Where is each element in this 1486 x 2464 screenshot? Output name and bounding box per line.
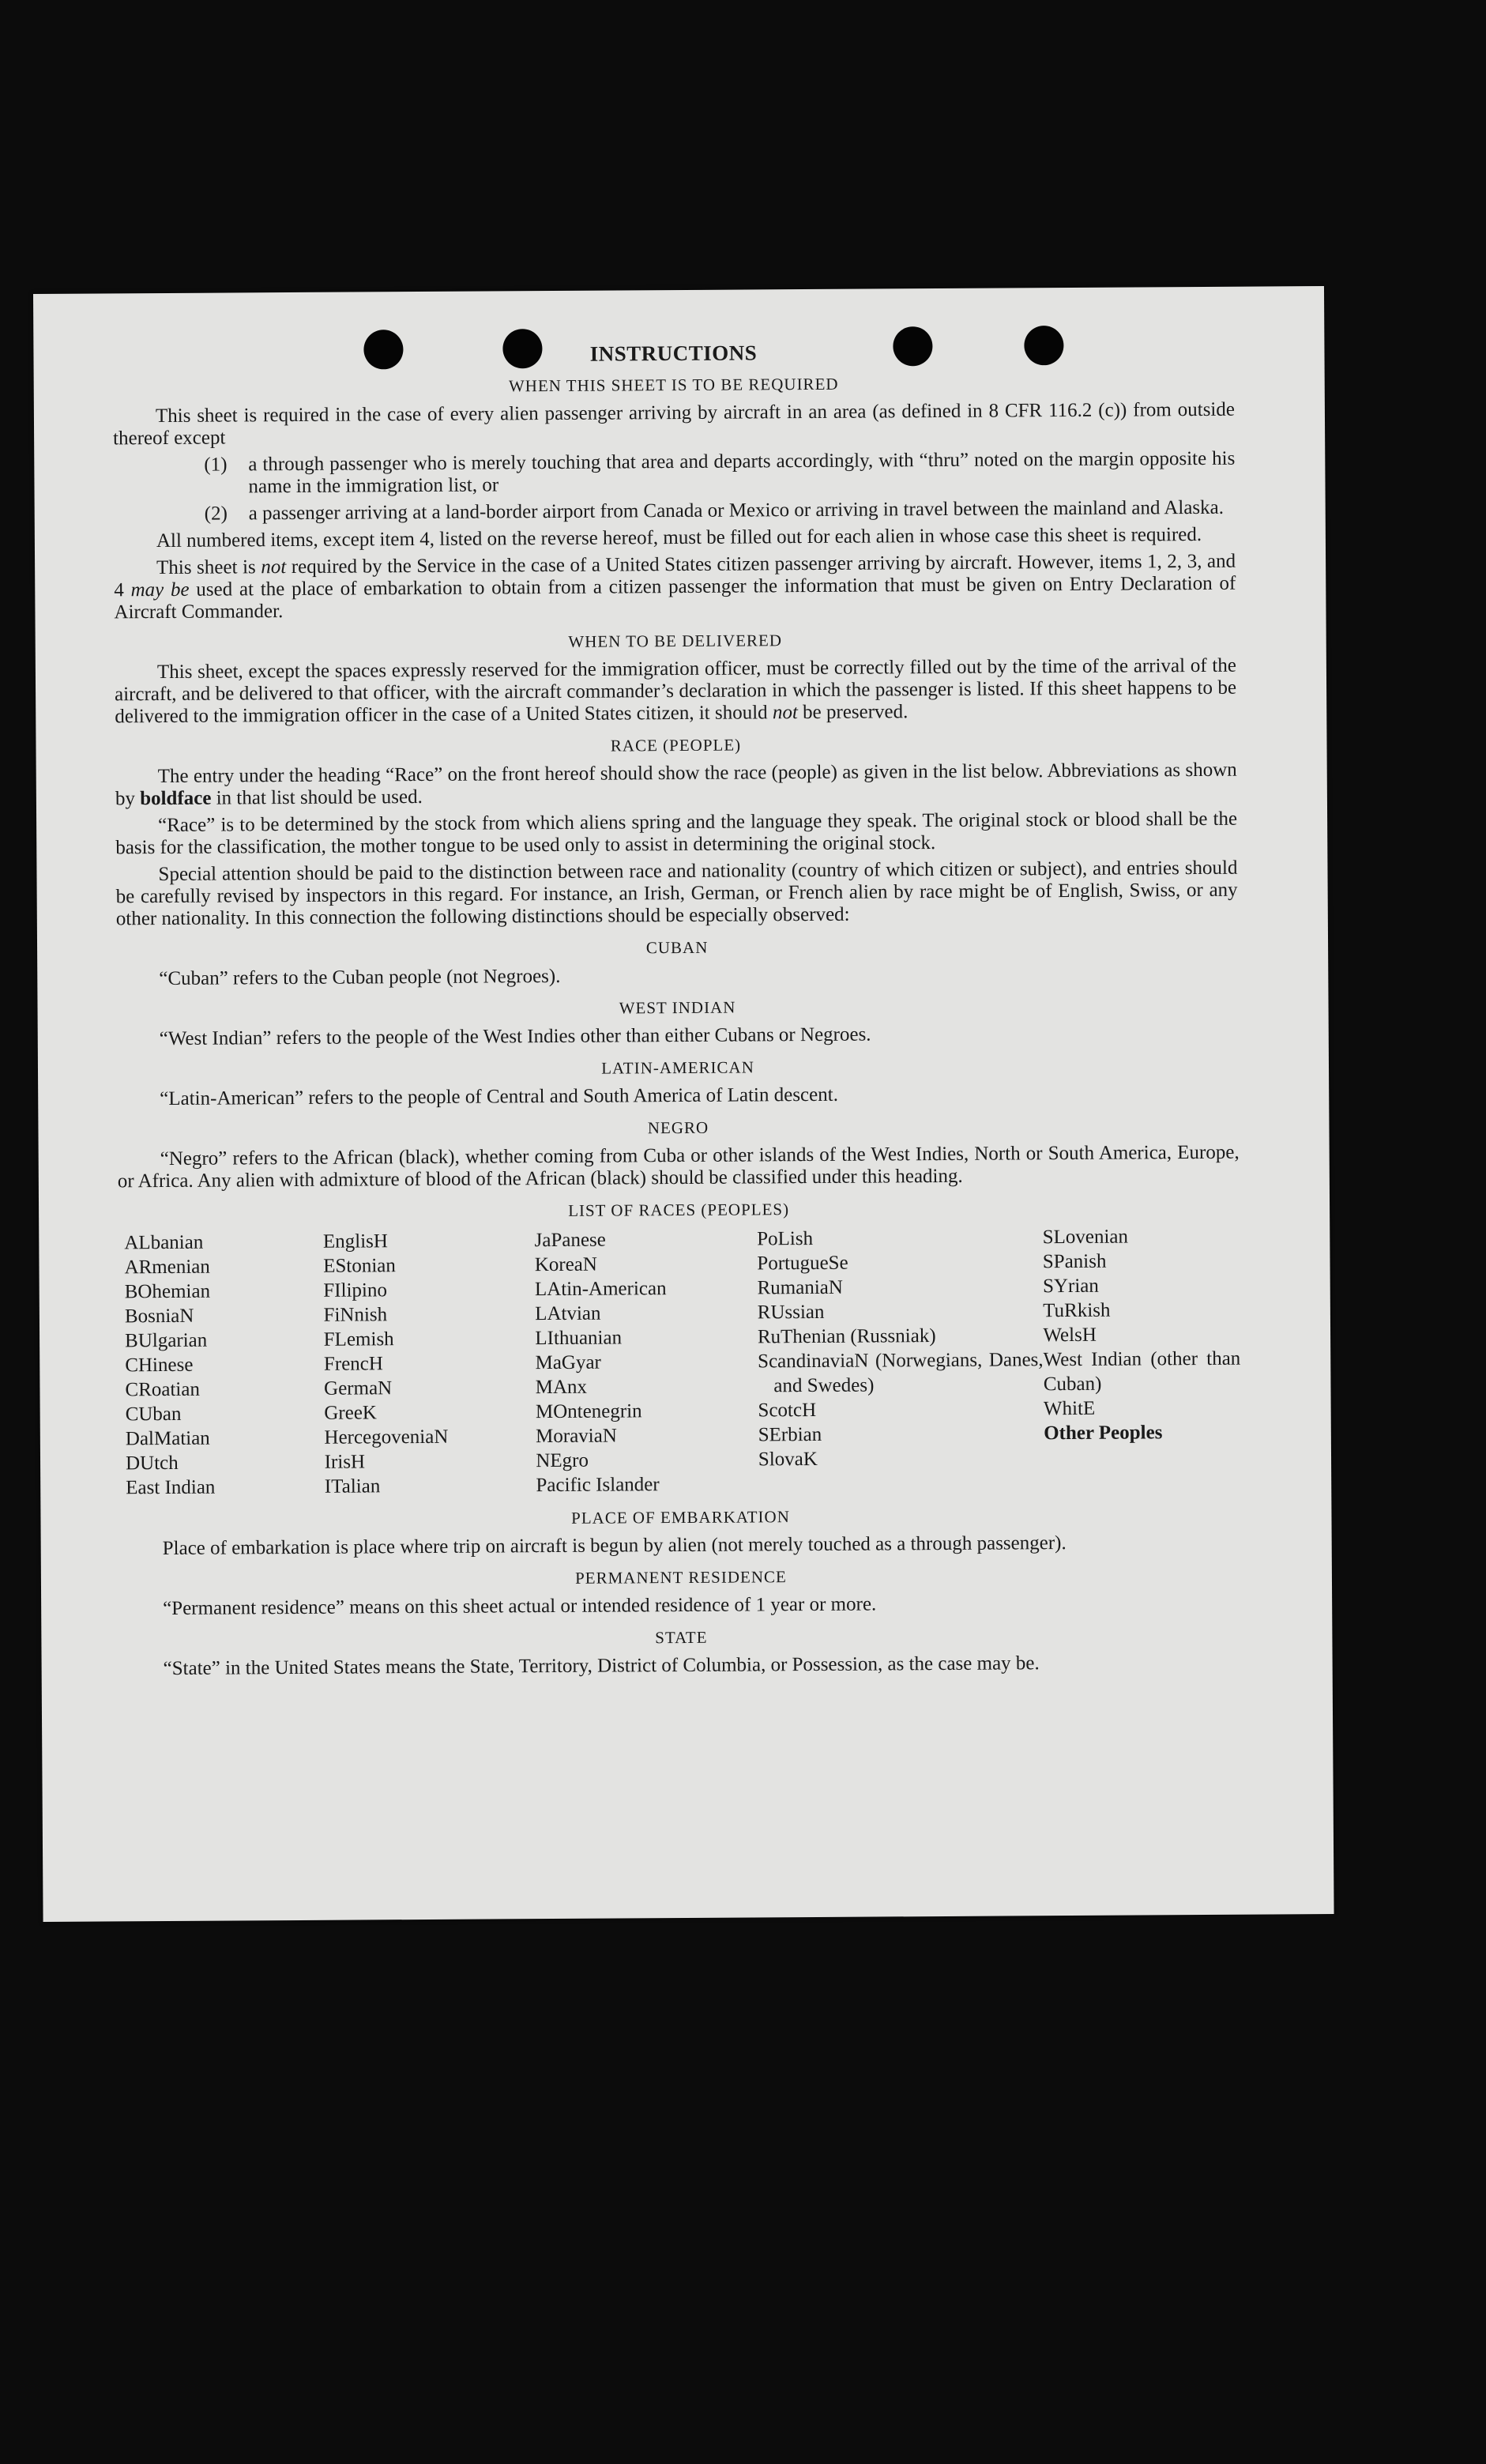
race-item: FrencH <box>323 1353 383 1375</box>
section-heading-cuban: CUBAN <box>645 937 709 958</box>
race-item: MAnx <box>535 1376 588 1399</box>
race-item: KoreaN <box>534 1253 598 1276</box>
race-item: DUtch <box>125 1452 179 1475</box>
race-item: RuThenian (Russniak) <box>757 1325 936 1348</box>
paragraph: All numbered items, except item 4, listed on the reverse hereof, must be filled out for each alien in whose case this sheet is required. <box>156 523 1202 552</box>
race-item: ARmenian <box>124 1256 210 1279</box>
race-item: HercegoveniaN <box>324 1426 449 1449</box>
paragraph: This sheet, except the spaces expressly reserved for the immigration officer, must be correctly filled out by the time of the arrival of the aircraft, and be delivered to that officer, with the aircraft commander’s declaration in which the passenger is listed. If this sheet happens to be delivered to the immigration officer in the case of a United States citizen, it should not be preserved. <box>115 654 1237 728</box>
race-item: GreeK <box>324 1402 378 1424</box>
race-item: RUssian <box>757 1301 825 1324</box>
paragraph: “Negro” refers to the African (black), whether coming from Cuba or other islands of the West Indies, North or South America, Europe, or Africa. Any alien with admixture of blood of the African (black) should be classified under this heading. <box>117 1141 1240 1192</box>
item-number: (1) <box>204 454 228 476</box>
item-text: a through passenger who is merely touching that area and departs accordingly, with “thru” noted on the margin opposite his name in the immigration list, or <box>248 447 1236 498</box>
race-item: EStonian <box>323 1255 396 1277</box>
race-item: DalMatian <box>125 1427 210 1450</box>
race-item: CHinese <box>125 1354 194 1377</box>
race-item: ALbanian <box>124 1231 204 1254</box>
race-item: BOhemian <box>124 1280 211 1303</box>
race-item: NEgro <box>536 1449 589 1472</box>
race-item: SYrian <box>1042 1275 1099 1298</box>
paragraph: This sheet is required in the case of every alien passenger arriving by aircraft in an area (as defined in 8 CFR 116.2 (c)) from outside thereof except <box>113 398 1236 450</box>
paragraph: “West Indian” refers to the people of the West Indies other than either Cubans or Negroes. <box>159 1023 871 1050</box>
section-heading-place-of-embarkation: PLACE OF EMBARKATION <box>571 1507 790 1528</box>
paragraph: “Latin-American” refers to the people of Central and South America of Latin descent. <box>160 1083 838 1110</box>
race-item: ITalian <box>324 1475 381 1498</box>
section-heading-list-of-races: LIST OF RACES (PEOPLES) <box>568 1200 790 1220</box>
sheet-content <box>112 339 1242 1686</box>
race-item: BUlgarian <box>125 1329 208 1352</box>
race-item: TuRkish <box>1043 1299 1111 1322</box>
race-item: IrisH <box>324 1451 366 1473</box>
race-item: LAtin-American <box>534 1278 667 1301</box>
race-item: West Indian (other than Cuban) <box>1043 1347 1241 1396</box>
item-text: a passenger arriving at a land-border airport from Canada or Mexico or arriving in travel between the mainland and Alaska. <box>248 496 1225 525</box>
race-item: SPanish <box>1042 1250 1107 1273</box>
race-column <box>124 1230 325 1501</box>
race-item-other-peoples: Other Peoples <box>1044 1422 1163 1445</box>
race-item: East Indian <box>126 1476 216 1499</box>
section-heading-west-indian: WEST INDIAN <box>619 997 736 1018</box>
race-item: WhitE <box>1043 1397 1096 1420</box>
race-item: PoLish <box>757 1227 814 1250</box>
race-item: ScandinaviaN (Norwegians, Danes, and Swedes) <box>758 1349 1044 1397</box>
race-item: PortugueSe <box>757 1252 848 1275</box>
section-heading-permanent-residence: PERMANENT RESIDENCE <box>575 1567 787 1588</box>
race-item: FLemish <box>323 1328 394 1351</box>
section-heading-latin-american: LATIN-AMERICAN <box>601 1057 754 1078</box>
race-item: ScotcH <box>758 1399 817 1422</box>
paragraph: “Race” is to be determined by the stock from which aliens spring and the language they speak. The original stock or blood shall be the basis for the classification, the mother tongue to be used only to assist in determining the original stock. <box>115 808 1238 859</box>
paragraph: “Permanent residence” means on this sheet actual or intended residence of 1 year or more. <box>163 1593 877 1620</box>
race-item: FiNnish <box>323 1304 388 1326</box>
page-title: INSTRUCTIONS <box>589 341 758 366</box>
race-item: EnglisH <box>322 1230 389 1253</box>
paragraph: “State” in the United States means the State, Territory, District of Columbia, or Possession, as the case may be. <box>163 1652 1040 1680</box>
paragraph: Special attention should be paid to the distinction between race and nationality (country of which citizen or subject), and entries should be carefully revised by inspectors in this regard. For instance, an Irish, German, or French alien by race might be of English, Swiss, or any other nationality. In this connection the following distinctions should be especially observed: <box>115 857 1238 930</box>
race-column <box>534 1226 758 1498</box>
race-item: SLovenian <box>1042 1226 1129 1249</box>
instruction-sheet <box>33 286 1334 1922</box>
race-item: SErbian <box>758 1423 822 1446</box>
paragraph: This sheet is not required by the Service in the case of a United States citizen passenger arriving by aircraft. However, items 1, 2, 3, and 4 may be used at the place of embarkation to obtain from a citizen passenger the information that must be given on Entry Declaration of Aircraft Commander. <box>114 550 1236 624</box>
section-heading-when-delivered: WHEN TO BE DELIVERED <box>568 631 783 651</box>
section-heading-race: RACE (PEOPLE) <box>610 735 742 755</box>
paragraph: The entry under the heading “Race” on the front hereof should show the race (people) as given in the list below. Abbreviations as shown by boldface in that list should be used. <box>115 759 1237 810</box>
race-item: CRoatian <box>125 1378 200 1401</box>
race-item: LAtvian <box>535 1302 601 1325</box>
paragraph: “Cuban” refers to the Cuban people (not Negroes). <box>159 965 561 990</box>
race-item: JaPanese <box>534 1229 606 1252</box>
race-item: RumaniaN <box>757 1276 843 1299</box>
race-item: Pacific Islander <box>536 1474 660 1497</box>
race-column <box>757 1225 1044 1496</box>
section-heading-when-required: WHEN THIS SHEET IS TO BE REQUIRED <box>508 374 839 396</box>
race-column <box>323 1228 536 1499</box>
race-item: SlovaK <box>758 1448 818 1471</box>
item-number: (2) <box>204 503 228 525</box>
race-item: CUban <box>125 1403 182 1426</box>
section-heading-state: STATE <box>655 1627 708 1648</box>
race-item: WelsH <box>1043 1324 1097 1347</box>
paragraph: Place of embarkation is place where trip on aircraft is begun by alien (not merely touched as a through passenger). <box>162 1532 1067 1560</box>
race-item: LIthuanian <box>535 1327 623 1350</box>
race-item: MoraviaN <box>536 1425 617 1448</box>
numbered-item <box>113 448 1235 499</box>
numbered-item <box>114 497 1236 526</box>
race-item: FIlipino <box>323 1279 388 1302</box>
section-heading-negro: NEGRO <box>647 1117 709 1138</box>
race-item: GermaN <box>324 1377 393 1400</box>
race-item: MaGyar <box>535 1351 601 1374</box>
race-item: MOntenegrin <box>535 1400 642 1423</box>
race-item: BosniaN <box>124 1305 194 1328</box>
race-list <box>118 1224 1241 1501</box>
race-column <box>1043 1224 1242 1495</box>
